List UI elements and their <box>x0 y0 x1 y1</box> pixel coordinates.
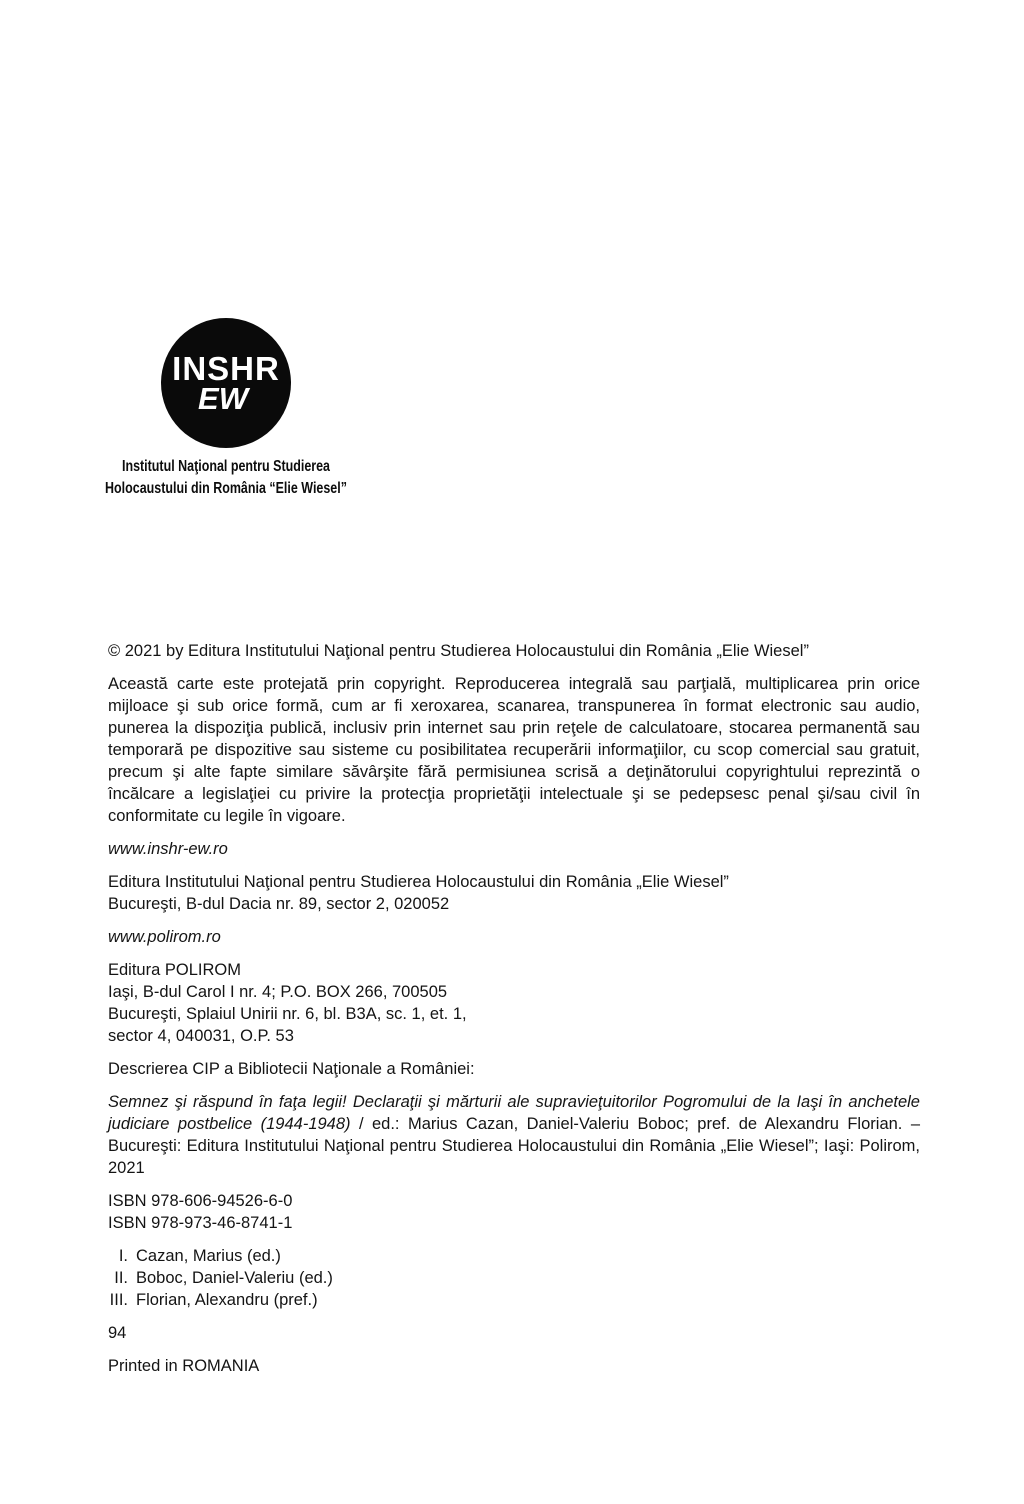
polirom-address-sector: sector 4, 040031, O.P. 53 <box>108 1027 294 1045</box>
inshr-publisher-name: Editura Institutului Naţional pentru Studierea Holocaustului din România „Elie Wiesel” <box>108 873 729 891</box>
contributor-row <box>108 1289 920 1311</box>
logo-text-ew: EW <box>198 380 248 416</box>
polirom-publisher-name: Editura POLIROM <box>108 961 241 979</box>
contributor-numeral: III. <box>109 1291 128 1309</box>
inshr-ew-logo-icon <box>161 318 291 448</box>
contributors-list <box>108 1245 920 1311</box>
contributor-name: Boboc, Daniel-Valeriu (ed.) <box>136 1269 333 1287</box>
institute-name-line1: Institutul Naţional pentru Studierea <box>121 458 331 475</box>
rights-reserved-paragraph: Această carte este protejată prin copyright. Reproducerea integrală sau parţială, multiplicarea prin orice mijloace şi sub orice formă, cum ar fi xeroxarea, scanarea, transpunerea în format electronic sau audio, punerea la dispoziţia publică, inclusiv prin internet sau prin reţele de calculatoare, stocarea permanentă sau temporară pe dispozitive sau sisteme cu posibilitatea recuperării informaţiilor, cu scop comercial sau gratuit, precum şi alte fapte similare săvârşite fără permisiunea scrisă a deţinătorului copyrightului reprezintă o încălcare a legislaţiei cu privire la protecţia proprietăţii intelectuale şi se pedepsesc penal şi/sau civil în conformitate cu legile în vigoare. <box>108 675 920 825</box>
isbn-polirom: ISBN 978-973-46-8741-1 <box>108 1214 293 1232</box>
polirom-publisher-address <box>108 959 920 1047</box>
isbn-inshr: ISBN 978-606-94526-6-0 <box>108 1192 293 1210</box>
contributor-name: Florian, Alexandru (pref.) <box>136 1291 318 1309</box>
copyright-notice: © 2021 by Editura Institutului Naţional pentru Studierea Holocaustului din România „Elie Wiesel” <box>108 642 809 660</box>
imprint-content <box>108 640 920 1388</box>
polirom-website-url: www.polirom.ro <box>108 928 221 946</box>
inshr-publisher-address <box>108 871 920 915</box>
contributor-row <box>108 1245 920 1267</box>
contributor-numeral: I. <box>118 1247 128 1265</box>
inshr-logo-block <box>0 318 452 500</box>
isbn-list <box>108 1190 920 1234</box>
printed-in-note: Printed in ROMANIA <box>108 1357 260 1375</box>
contributor-row <box>108 1267 920 1289</box>
udc-classification-number: 94 <box>108 1324 127 1342</box>
contributor-numeral: II. <box>114 1269 128 1287</box>
institute-name-line2: Holocaustului din România “Elie Wiesel” <box>105 480 347 497</box>
cip-editors-info: / ed.: Marius Cazan, Daniel-Valeriu Boboc; pref. de Alexandru Florian. – Bucureşti: Editura Institutului Naţional pentru Studierea Holocaustului din România „Elie Wiesel”; Iaşi: Polirom, 2021 <box>108 1115 920 1177</box>
inshr-publisher-street: Bucureşti, B-dul Dacia nr. 89, sector 2, 020052 <box>108 895 450 913</box>
institute-name-caption <box>50 456 403 500</box>
inshr-website-url: www.inshr-ew.ro <box>108 840 228 858</box>
cip-description <box>108 1091 920 1179</box>
cip-book-title: Semnez şi răspund în faţa legii! Declaraţii şi mărturii ale supravieţuitorilor Pogromului de la Iaşi în anchetele judiciare postbelice (1944-1948) <box>108 1093 920 1133</box>
logo-text-inshr: INSHR <box>172 349 280 387</box>
contributor-name: Cazan, Marius (ed.) <box>136 1247 281 1265</box>
polirom-address-iasi: Iaşi, B-dul Carol I nr. 4; P.O. BOX 266, 700505 <box>108 983 448 1001</box>
polirom-address-bucuresti: Bucureşti, Splaiul Unirii nr. 6, bl. B3A, sc. 1, et. 1, <box>108 1005 467 1023</box>
cip-heading: Descrierea CIP a Bibliotecii Naţionale a României: <box>108 1060 475 1078</box>
